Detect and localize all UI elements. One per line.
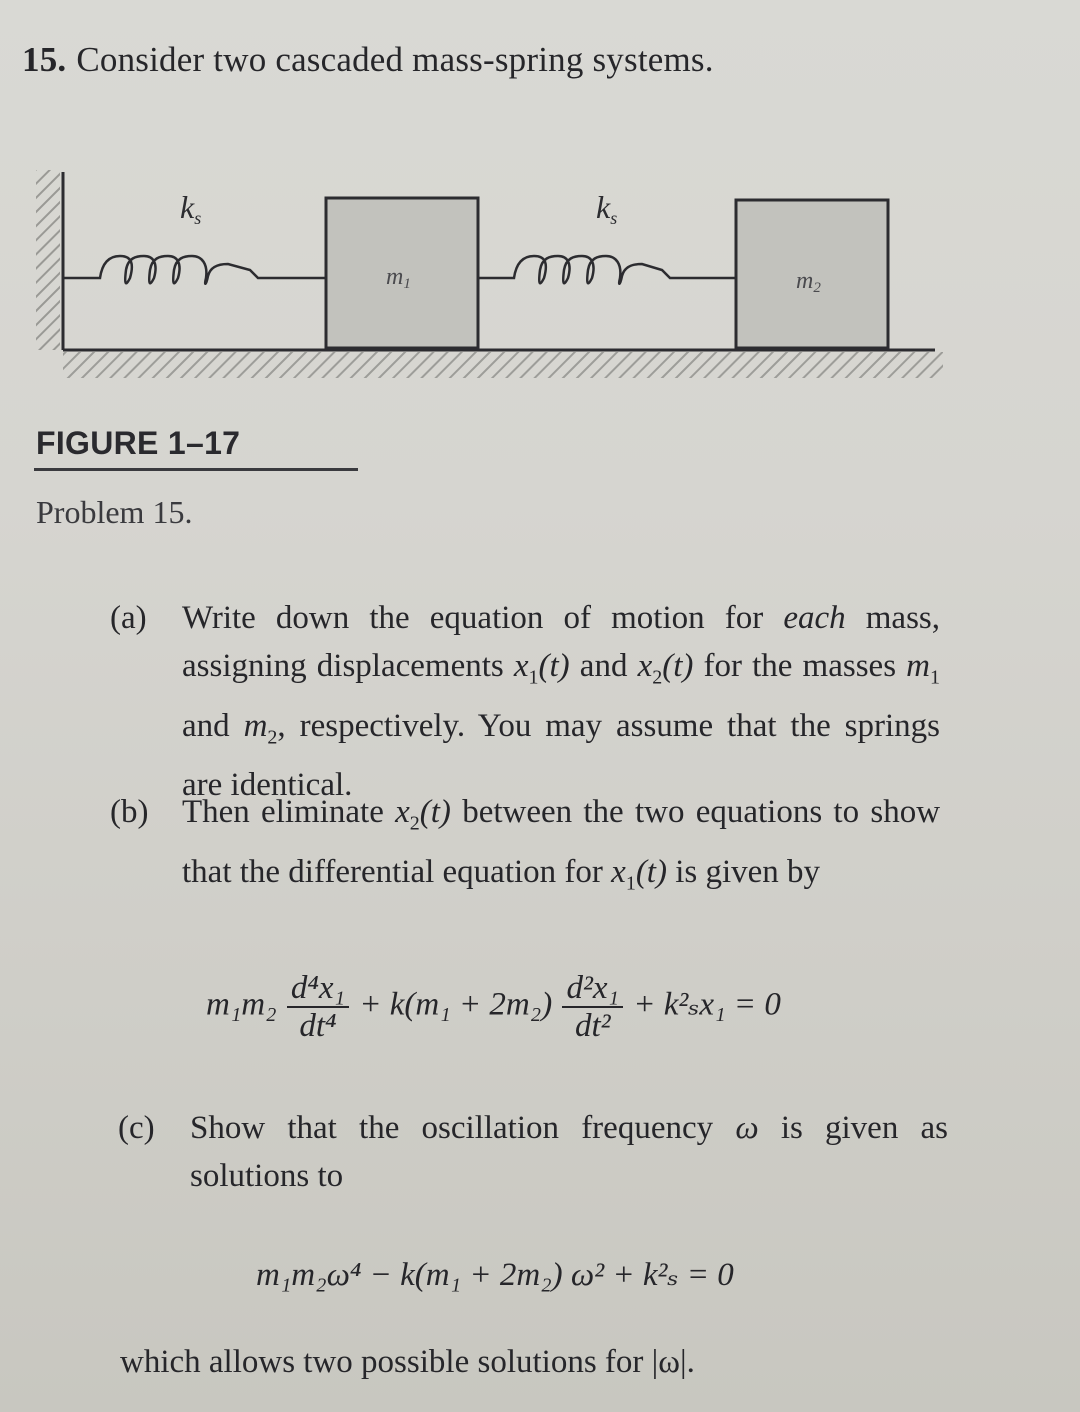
- figure-caption: Problem 15.: [36, 494, 193, 530]
- wall-hatch: [36, 170, 60, 350]
- mass-spring-figure: [30, 160, 950, 392]
- closing-sentence: which allows two possible solutions for |ω|.: [120, 1344, 695, 1380]
- part-b-text: Then eliminate $x_2(t)$ between the two equations to show that the differential equation for $x_1(t)$ is given by: [182, 794, 941, 895]
- part-a: [110, 594, 940, 809]
- eq-b-middle-term: + k(m₁ + 2m₂): [359, 986, 553, 1023]
- part-b: [110, 788, 940, 907]
- frequency-equation: m₁m₂ω⁴ − k(m₁ + 2m₂) ω² + k²ₛ = 0: [256, 1257, 734, 1293]
- part-b-letter: (b): [110, 794, 149, 830]
- floor-hatch: [63, 352, 943, 378]
- problem-statement: Consider two cascaded mass-spring systems.: [76, 40, 714, 79]
- spring-2: [478, 256, 736, 284]
- part-c-text: Show that the oscillation frequency ω is given as solutions to: [190, 1110, 948, 1194]
- part-c: [118, 1104, 948, 1200]
- mass-1-label: m1: [386, 264, 411, 292]
- problem-heading: [22, 40, 714, 80]
- part-c-letter: (c): [118, 1110, 155, 1146]
- figure-label: FIGURE 1–17: [36, 425, 241, 461]
- problem-number: 15.: [22, 40, 67, 79]
- part-a-letter: (a): [110, 600, 147, 636]
- eq-b-tail: + k²ₛx₁ = 0: [633, 986, 781, 1023]
- spring-2-label: ks: [596, 189, 618, 228]
- figure-label-rule: [34, 468, 358, 471]
- eq-b-coefficient: m₁m₂: [206, 986, 277, 1023]
- eq-b-fraction-2: $\frac{\text{d²x₁}}{\text{dt²}}$: [562, 970, 623, 1044]
- eq-b-fraction-1: $\frac{\text{d⁴x₁}}{\text{dt⁴}}$: [287, 970, 349, 1044]
- spring-1: [63, 256, 326, 284]
- part-a-text: Write down the equation of motion for each mass, assigning displacements $x_1(t)$ and $x_2(t)$ for the masses $m_1$ and $m_2$, respectively. You may assume that the springs are identical.: [182, 600, 941, 804]
- spring-1-label: ks: [180, 189, 202, 228]
- differential-equation: [206, 970, 781, 1044]
- mass-2-label: m2: [796, 268, 821, 296]
